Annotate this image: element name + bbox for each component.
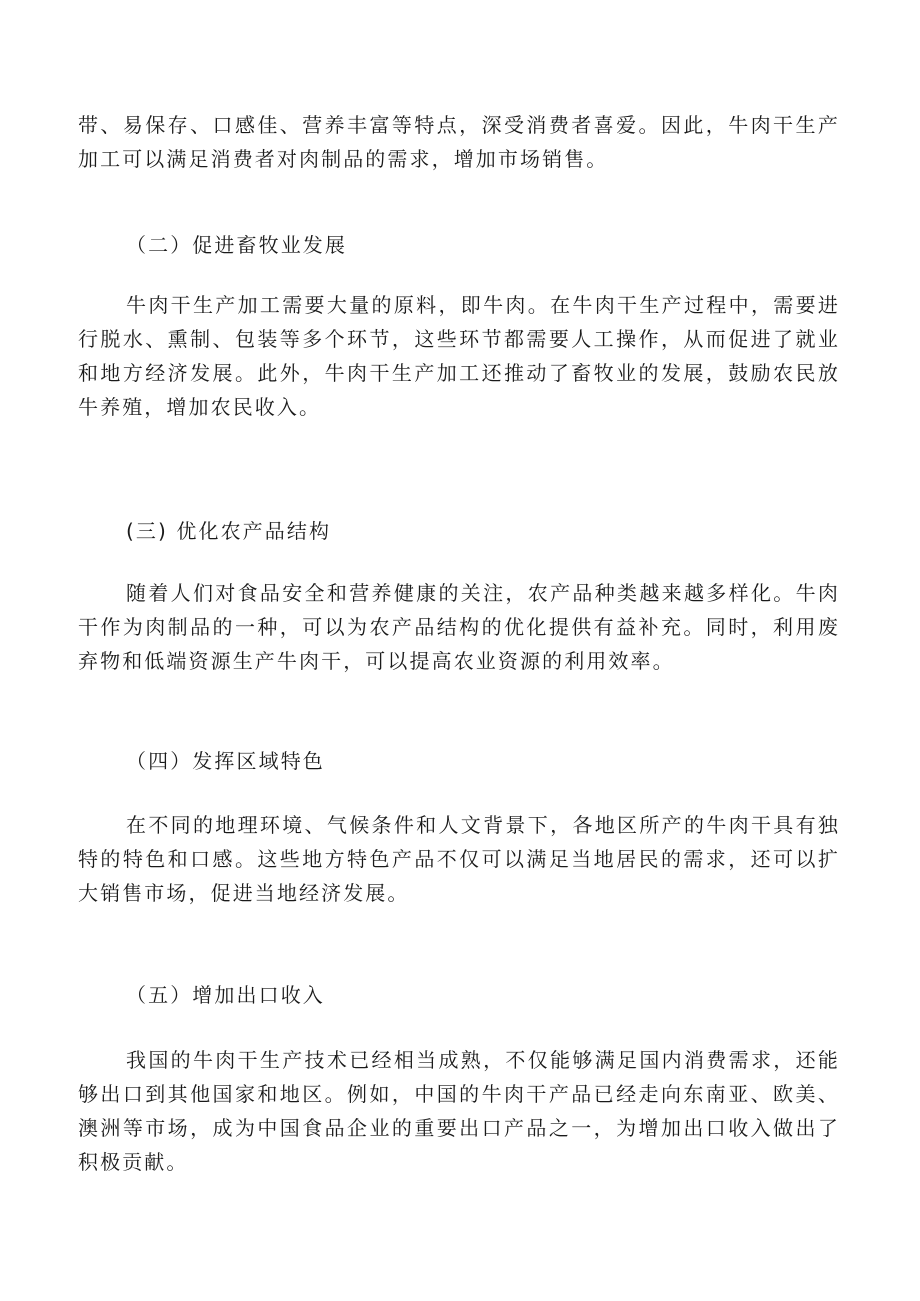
paragraph-regional-features: 在不同的地理环境、气候条件和人文背景下，各地区所产的牛肉干具有独特的特色和口感。这些地方特色产品不仅可以满足当地居民的需求，还可以扩大销售市场，促进当地经济发展。 — [78, 813, 840, 905]
paragraph-market-demand: 带、易保存、口感佳、营养丰富等特点，深受消费者喜爱。因此，牛肉干生产加工可以满足消费者对肉制品的需求，增加市场销售。 — [78, 113, 840, 171]
paragraph-animal-husbandry: 牛肉干生产加工需要大量的原料，即牛肉。在牛肉干生产过程中，需要进行脱水、熏制、包装等多个环节，这些环节都需要人工操作，从而促进了就业和地方经济发展。此外，牛肉干生产加工还推动了畜牧业的发展，鼓励农民放牛养殖，增加农民收入。 — [78, 293, 840, 419]
paragraph-export-income: 我国的牛肉干生产技术已经相当成熟，不仅能够满足国内消费需求，还能够出口到其他国家和地区。例如，中国的牛肉干产品已经走向东南亚、欧美、澳洲等市场，成为中国食品企业的重要出口产品之一，为增加出口收入做出了积极贡献。 — [78, 1048, 840, 1174]
section-heading-export-income: （五）增加出口收入 — [126, 983, 325, 1007]
paragraph-agri-structure: 随着人们对食品安全和营养健康的关注，农产品种类越来越多样化。牛肉干作为肉制品的一种，可以为农产品结构的优化提供有益补充。同时，利用废弃物和低端资源生产牛肉干，可以提高农业资源的利用效率。 — [78, 581, 840, 673]
section-heading-animal-husbandry: （二）促进畜牧业发展 — [126, 233, 347, 257]
section-heading-agri-structure: (三) 优化农产品结构 — [126, 519, 332, 543]
section-heading-regional-features: （四）发挥区域特色 — [126, 749, 325, 773]
